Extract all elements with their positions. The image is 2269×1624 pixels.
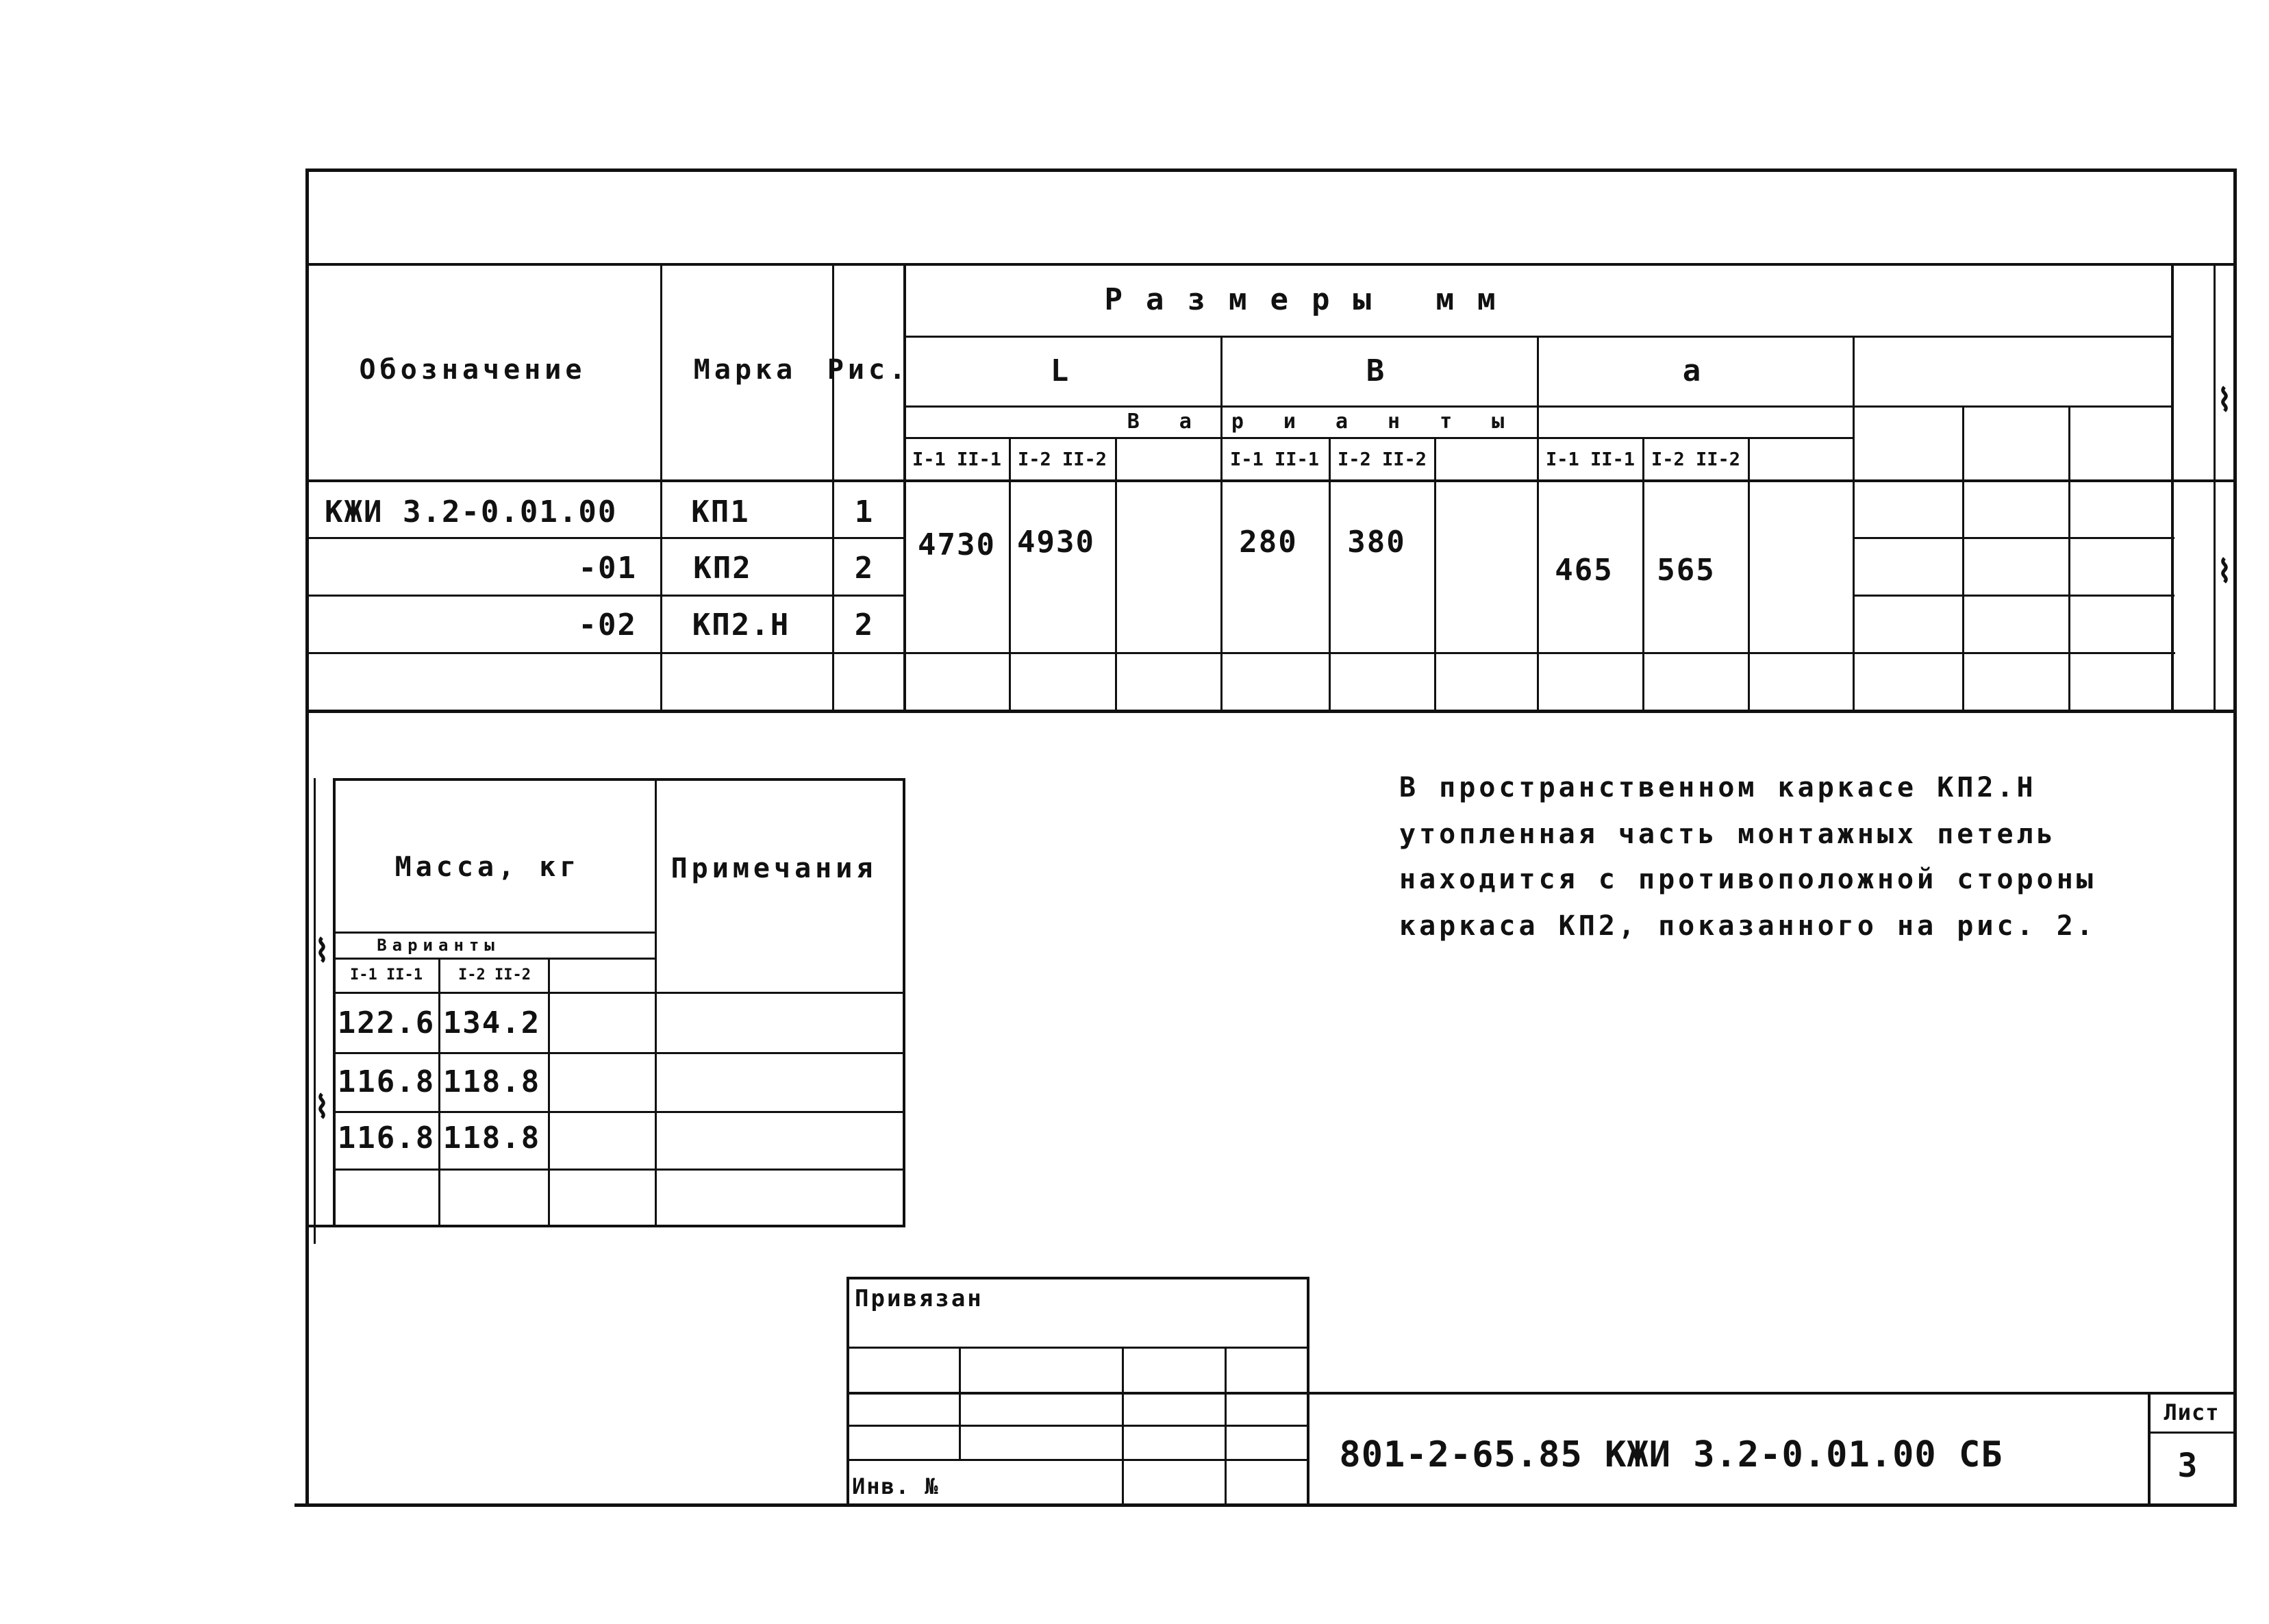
note-line-3: находится с противоположной стороны <box>1399 864 2096 895</box>
row-2-mark: КП2 <box>693 551 752 586</box>
L-variant-1: I-1 II-1 <box>912 449 1002 471</box>
row-1-designation: КЖИ 3.2-0.01.00 <box>325 495 618 529</box>
document-code: 801-2-65.85 КЖИ 3.2-0.01.00 СБ <box>1339 1434 2003 1475</box>
break-mark-top: ⌇ <box>2216 382 2233 419</box>
mass-break-mark-top: ⌇ <box>314 932 330 969</box>
frame-top <box>305 168 2237 172</box>
mass-variant-2: I-2 II-2 <box>458 966 531 984</box>
sheet-number: 3 <box>2177 1447 2198 1485</box>
designation-header: Обозначение <box>359 354 586 386</box>
value-a-2: 565 <box>1657 553 1716 588</box>
frame-bottom <box>294 1503 2237 1507</box>
note-line-1: В пространственном каркасе КП2.Н <box>1399 772 2037 803</box>
row-3-mark: КП2.Н <box>692 608 790 642</box>
sheet-label: Лист <box>2164 1399 2220 1425</box>
a-variant-1: I-1 II-1 <box>1545 449 1635 471</box>
mass-row-1-v2: 134.2 <box>442 1005 541 1040</box>
frame-right <box>2233 168 2237 1507</box>
mass-break-mark-bottom: ⌇ <box>314 1088 330 1125</box>
row-3-designation: -02 <box>578 608 637 642</box>
value-L-1: 4730 <box>918 527 996 562</box>
value-B-1: 280 <box>1239 525 1298 560</box>
col-L-header: L <box>1050 353 1076 388</box>
value-L-2: 4930 <box>1017 525 1095 560</box>
col-a-header: a <box>1682 353 1708 388</box>
row-3-figure: 2 <box>854 608 875 642</box>
a-variant-2: I-2 II-2 <box>1651 449 1741 471</box>
mass-row-3-v1: 116.8 <box>337 1121 436 1155</box>
row-1-mark: КП1 <box>691 495 750 529</box>
mass-row-2-v2: 118.8 <box>442 1064 541 1099</box>
B-variant-2: I-2 II-2 <box>1337 449 1427 471</box>
mass-variants-header: Варианты <box>377 936 500 955</box>
break-mark-bottom: ⌇ <box>2216 553 2233 590</box>
notes-header: Примечания <box>670 853 877 884</box>
value-B-2: 380 <box>1347 525 1406 560</box>
variants-header: Варианты <box>1127 410 1544 434</box>
mass-header: Масса, кг <box>394 851 581 883</box>
note-line-4: каркаса КП2, показанного на рис. 2. <box>1399 910 2096 942</box>
mark-header: Марка <box>693 354 797 386</box>
row-1-figure: 1 <box>854 495 875 529</box>
col-B-header: B <box>1366 353 1392 388</box>
note-line-2: утопленная часть монтажных петель <box>1399 819 2057 850</box>
sizes-header: Размеры мм <box>1104 282 1519 317</box>
value-a-1: 465 <box>1555 553 1614 588</box>
inv-label: Инв. № <box>852 1473 940 1499</box>
mass-row-3-v2: 118.8 <box>442 1121 541 1155</box>
B-variant-1: I-1 II-1 <box>1229 449 1320 471</box>
row-2-figure: 2 <box>854 551 875 586</box>
mass-variant-1: I-1 II-1 <box>350 966 423 984</box>
figure-header: Рис. <box>827 354 910 386</box>
L-variant-2: I-2 II-2 <box>1017 449 1107 471</box>
bound-label: Привязан <box>855 1285 983 1312</box>
frame-left <box>305 168 309 1507</box>
mass-row-1-v1: 122.6 <box>337 1005 436 1040</box>
mass-row-2-v1: 116.8 <box>337 1064 436 1099</box>
row-2-designation: -01 <box>578 551 637 586</box>
